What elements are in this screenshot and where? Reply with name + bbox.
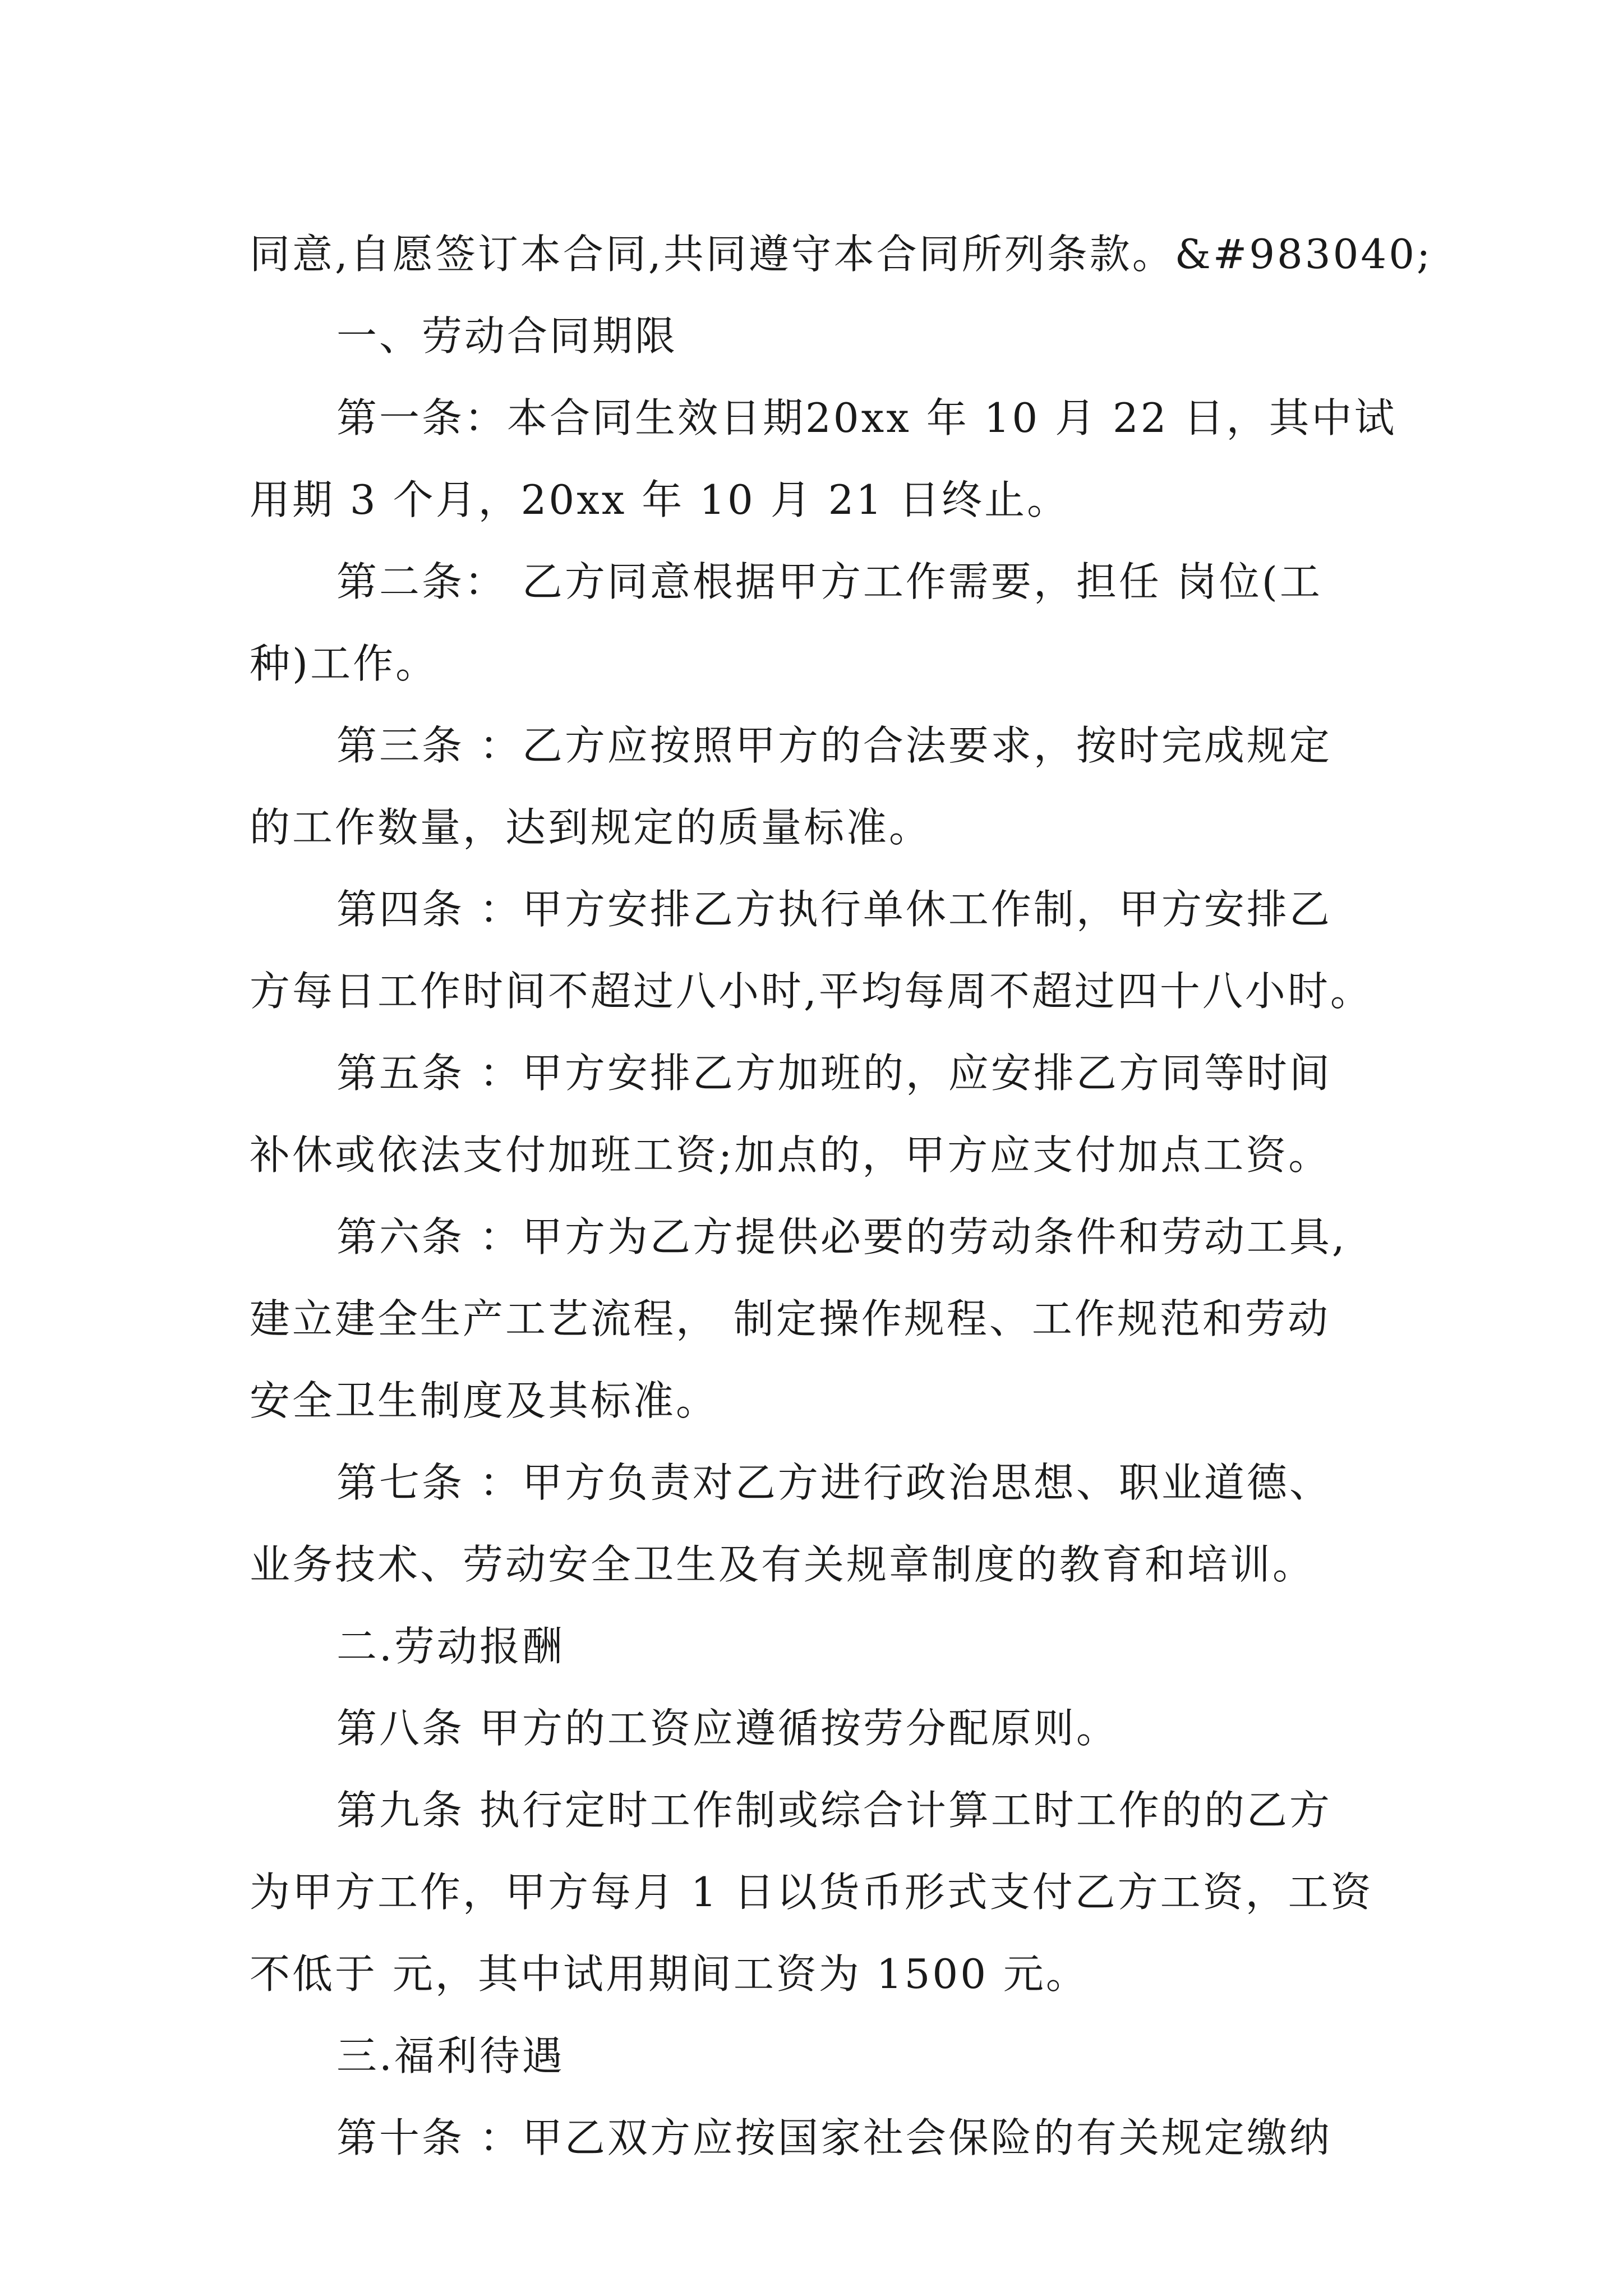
clause-9-line: 第九条 执行定时工作制或综合计算工时工作的的乙方: [336, 1787, 1332, 1834]
clause-5-line: 补休或依法支付加班工资;加点的，甲方应支付加点工资。: [250, 1131, 1331, 1179]
section-heading-term: 一、劳动合同期限: [336, 312, 678, 360]
contract-body: [250, 213, 1433, 2179]
clause-4-line: 第四条 ：甲方安排乙方执行单休工作制，甲方安排乙: [336, 886, 1332, 933]
clause-5-line: 第五条 ：甲方安排乙方加班的，应安排乙方同等时间: [336, 1050, 1332, 1097]
clause-1-line: 用期 3 个月，20xx 年 10 月 21 日终止。: [250, 476, 1070, 523]
clause-8-line: 第八条 甲方的工资应遵循按劳分配原则。: [336, 1705, 1119, 1752]
clause-2-line: 种)工作。: [250, 640, 439, 687]
clause-9-line: 为甲方工作，甲方每月 1 日以货币形式支付乙方工资，工资: [250, 1869, 1373, 1916]
paragraph-line: 同意,自愿签订本合同,共同遵守本合同所列条款。&#983040;: [250, 231, 1433, 278]
clause-7-line: 第七条 ：甲方负责对乙方进行政治思想、职业道德、: [336, 1459, 1332, 1506]
clause-7-line: 业务技术、劳动安全卫生及有关规章制度的教育和培训。: [250, 1541, 1316, 1588]
clause-10-line: 第十条 ：甲乙双方应按国家社会保险的有关规定缴纳: [336, 2114, 1332, 2161]
clause-6-line: 建立建全生产工艺流程， 制定操作规程、工作规范和劳动: [250, 1295, 1330, 1342]
section-heading-pay: 二.劳动报酬: [336, 1623, 565, 1670]
section-heading-benefits: 三.福利待遇: [336, 2032, 565, 2079]
clause-9-line: 不低于 元，其中试用期间工资为 1500 元。: [250, 1950, 1089, 1998]
clause-6-line: 第六条 ：甲方为乙方提供必要的劳动条件和劳动工具,: [336, 1213, 1347, 1260]
clause-1-line: 第一条：本合同生效日期20xx 年 10 月 22 日，其中试: [336, 394, 1397, 441]
clause-3-line: 的工作数量，达到规定的质量标准。: [250, 804, 932, 851]
clause-6-line: 安全卫生制度及其标准。: [250, 1377, 719, 1424]
clause-4-line: 方每日工作时间不超过八小时,平均每周不超过四十八小时。: [250, 968, 1373, 1015]
clause-3-line: 第三条 ：乙方应按照甲方的合法要求，按时完成规定: [336, 722, 1332, 769]
clause-2-line: 第二条： 乙方同意根据甲方工作需要，担任 岗位(工: [336, 558, 1322, 605]
